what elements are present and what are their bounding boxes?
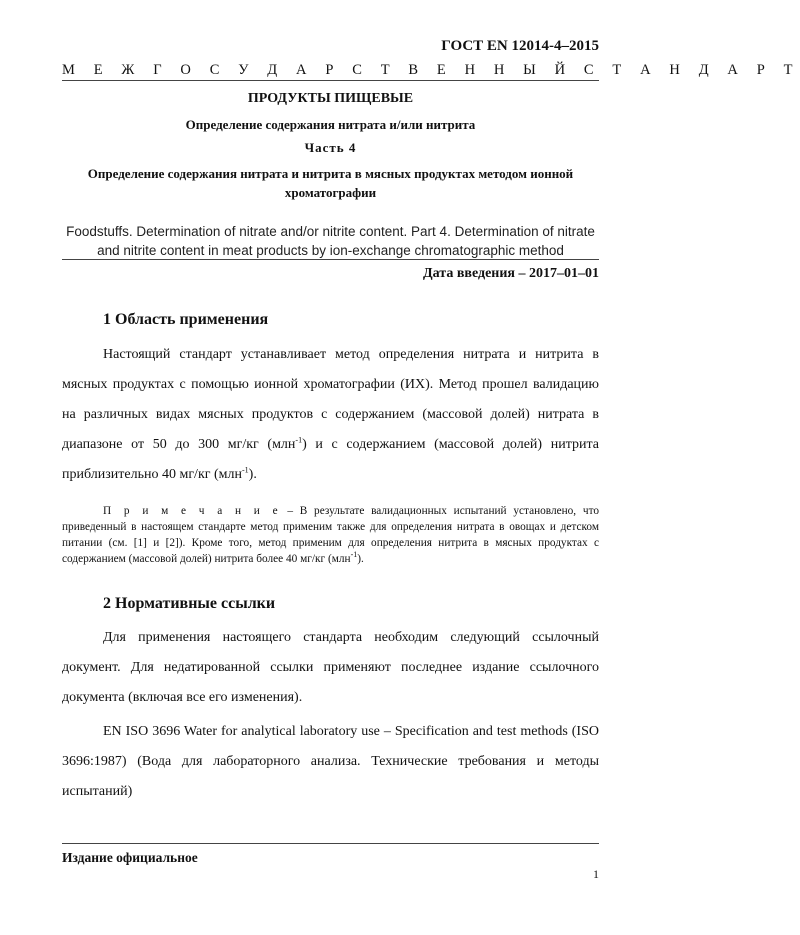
title-subtitle: Определение содержания нитрата и нитрита в мясных продуктах методом ионной хроматографии bbox=[87, 166, 574, 200]
section1-heading: 1 Область применения bbox=[103, 311, 269, 328]
header-rule bbox=[62, 80, 599, 81]
title-subject: Определение содержания нитрата и/или нитрита bbox=[185, 117, 476, 132]
superscript-2: -1 bbox=[242, 465, 249, 475]
section2-paragraph-2 bbox=[62, 717, 599, 807]
title-rule bbox=[62, 259, 599, 260]
title-main: ПРОДУКТЫ ПИЩЕВЫЕ bbox=[247, 91, 414, 106]
section2-heading: 2 Нормативные ссылки bbox=[103, 595, 276, 612]
note-text: – В результате валидационных испытаний установлено, что приведенный в настоящем стандарте метод применим также для определения нитрата в овощах и детском питании (см. [1] и [2]). Кроме того, метод применим для определения нитрита в мясных продуктах с содержанием (массовой долей) нитрита более 40 мг/кг (млн bbox=[62, 505, 600, 565]
superscript-1: -1 bbox=[295, 435, 303, 445]
note-end: ). bbox=[357, 553, 364, 565]
english-title: Foodstuffs. Determination of nitrate and/or nitrite content. Part 4. Determination of nitrate and nitrite content in meat products by ion-exchange chromatographic method bbox=[66, 224, 595, 258]
section2-paragraph-1 bbox=[62, 623, 599, 713]
page-number: 1 bbox=[593, 867, 599, 881]
section1-paragraph bbox=[62, 340, 599, 490]
note-superscript: -1 bbox=[350, 550, 358, 560]
document-number: ГОСТ EN 12014-4–2015 bbox=[441, 38, 599, 54]
section2-text-1: Для применения настоящего стандарта необходим следующий ссылочный документ. Для недатированной ссылки применяют последнее издание ссылочного документа (включая все его изменения). bbox=[62, 630, 599, 705]
introduction-date: Дата введения – 2017–01–01 bbox=[423, 266, 599, 281]
title-part: Часть 4 bbox=[304, 140, 357, 155]
note-label: П р и м е ч а н и е bbox=[103, 505, 281, 517]
note-block bbox=[62, 503, 599, 567]
section1-text-a: Настоящий стандарт устанавливает метод определения нитрата и нитрита в мясных продуктах с помощью ионной хроматографии (ИХ). Метод прошел валидацию на различных видах мясных продуктов с содержанием (массовой долей) нитрата в диапазоне от 50 до 300 мг/кг (млн bbox=[62, 347, 599, 452]
section2-text-2: EN ISO 3696 Water for analytical laboratory use – Specification and test methods (ISO 3696:1987) (Вода для лабораторного анализа. Технические требования и методы испытаний) bbox=[62, 724, 599, 799]
section1-text-c: ). bbox=[248, 467, 257, 482]
section1-text-b: ) и с содержанием (массовой долей) нитрита приблизительно 40 мг/кг (млн bbox=[62, 437, 599, 482]
footer-rule bbox=[62, 843, 599, 844]
official-edition-label: Издание официальное bbox=[62, 850, 198, 865]
interstate-standard-label: М Е Ж Г О С У Д А Р С Т В Е Н Н Ы Й С Т А Н Д А Р Т bbox=[62, 62, 800, 78]
